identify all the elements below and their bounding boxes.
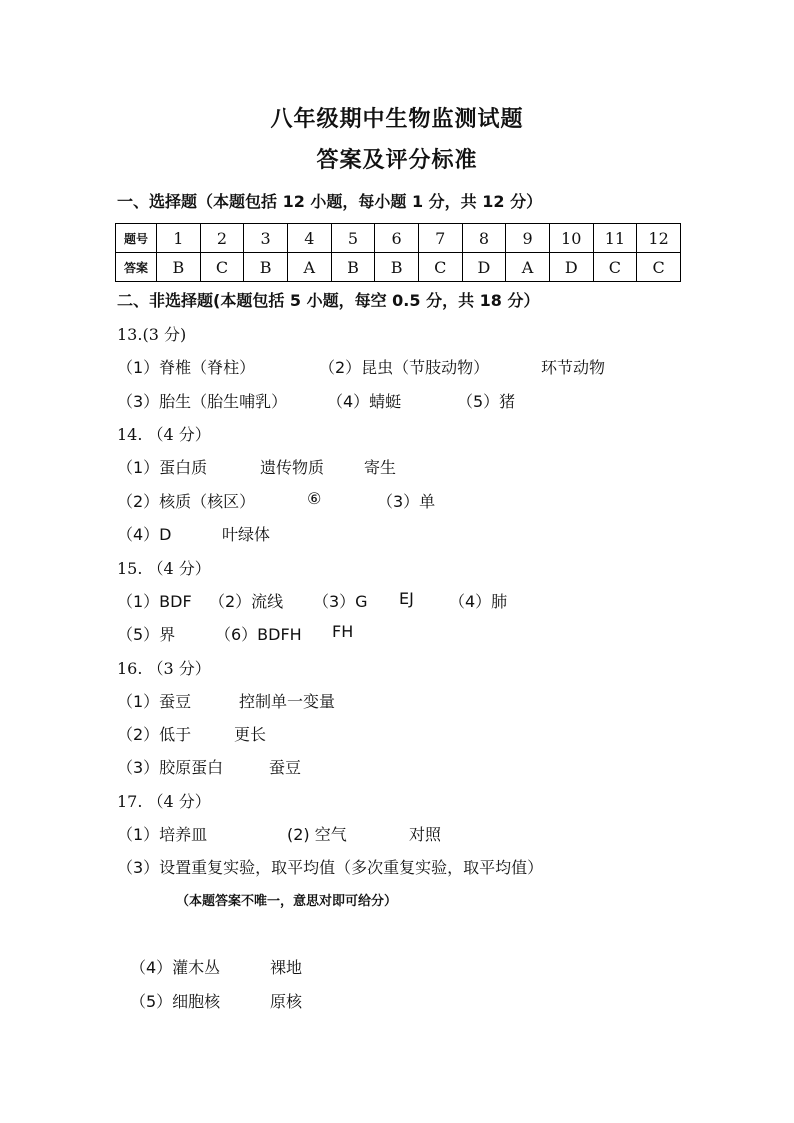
answer-item: （4）蜻蜓 <box>327 392 402 411</box>
section1-heading: 一、选择题（本题包括 12 小题，每小题 1 分，共 12 分） <box>117 192 543 211</box>
question-number-cell: 6 <box>375 224 419 253</box>
answer-item: （5）界 <box>117 625 176 644</box>
answer-cell: A <box>506 253 550 282</box>
q15-heading: 15. （4 分） <box>117 559 211 578</box>
answer-cell: C <box>200 253 244 282</box>
answer-item: （5）猪 <box>457 392 516 411</box>
answer-item: 原核 <box>270 992 303 1011</box>
answer-item: 蚕豆 <box>269 758 302 777</box>
answer-item: （1）蚕豆 <box>117 692 192 711</box>
answer-item: （3）胎生（胎生哺乳） <box>117 392 288 411</box>
question-number-cell: 12 <box>637 224 681 253</box>
answer-cell: B <box>375 253 419 282</box>
section2-heading: 二、非选择题(本题包括 5 小题，每空 0.5 分，共 18 分） <box>117 291 540 310</box>
answer-item: FH <box>332 622 354 641</box>
question-number-cell: 2 <box>200 224 244 253</box>
answer-item: （3）单 <box>377 492 436 511</box>
q13-heading: 13.(3 分) <box>117 325 187 344</box>
document-subtitle: 答案及评分标准 <box>316 148 478 173</box>
answer-item: （4）肺 <box>449 592 508 611</box>
document-title: 八年级期中生物监测试题 <box>270 107 524 132</box>
answer-cell: B <box>157 253 201 282</box>
question-number-cell: 1 <box>157 224 201 253</box>
question-number-cell: 5 <box>331 224 375 253</box>
question-number-cell: 7 <box>418 224 462 253</box>
answer-item: 控制单一变量 <box>239 692 336 711</box>
answer-cell: C <box>418 253 462 282</box>
q16-heading: 16. （3 分） <box>117 659 211 678</box>
question-number-cell: 9 <box>506 224 550 253</box>
answer-item: 遗传物质 <box>260 458 325 477</box>
answer-cell: D <box>549 253 593 282</box>
answer-item: (2) 空气 <box>287 825 347 844</box>
answer-item: 对照 <box>409 825 442 844</box>
answer-item: （1）蛋白质 <box>117 458 208 477</box>
answer-item: （5）细胞核 <box>130 992 221 1011</box>
answer-table <box>115 223 681 282</box>
table-row-numbers <box>116 224 681 253</box>
answer-item: （4）D <box>117 525 172 544</box>
answer-item: （3）设置重复实验，取平均值（多次重复实验，取平均值） <box>117 858 544 877</box>
answer-item: 更长 <box>234 725 267 744</box>
answer-item: EJ <box>399 589 414 608</box>
answer-item: （2）流线 <box>209 592 284 611</box>
answer-item: （3）胶原蛋白 <box>117 758 224 777</box>
question-number-cell: 10 <box>549 224 593 253</box>
question-number-cell: 8 <box>462 224 506 253</box>
answer-item: （6）BDFH <box>215 625 302 644</box>
answer-item: （1）BDF <box>117 592 192 611</box>
answer-item: （2）低于 <box>117 725 192 744</box>
answer-item: 环节动物 <box>541 358 606 377</box>
row-label-answer: 答案 <box>116 253 157 282</box>
row-label-number: 题号 <box>116 224 157 253</box>
answer-item: （2）核质（核区） <box>117 492 256 511</box>
answer-item: 裸地 <box>270 958 303 977</box>
answer-cell: B <box>244 253 288 282</box>
answer-item: （4）灌木丛 <box>130 958 221 977</box>
answer-item: （2）昆虫（节肢动物） <box>319 358 490 377</box>
answer-item: （3）G <box>313 592 368 611</box>
table-row-answers <box>116 253 681 282</box>
scoring-note: （本题答案不唯一，意思对即可给分） <box>176 894 398 909</box>
answer-cell: B <box>331 253 375 282</box>
q17-heading: 17. （4 分） <box>117 792 211 811</box>
q14-heading: 14. （4 分） <box>117 425 211 444</box>
answer-cell: A <box>287 253 331 282</box>
answer-cell: D <box>462 253 506 282</box>
answer-cell: C <box>637 253 681 282</box>
answer-item: ⑥ <box>307 489 322 508</box>
question-number-cell: 11 <box>593 224 637 253</box>
answer-item: （1）培养皿 <box>117 825 208 844</box>
question-number-cell: 3 <box>244 224 288 253</box>
answer-cell: C <box>593 253 637 282</box>
answer-item: 叶绿体 <box>222 525 271 544</box>
question-number-cell: 4 <box>287 224 331 253</box>
answer-item: 寄生 <box>364 458 397 477</box>
answer-item: （1）脊椎（脊柱） <box>117 358 256 377</box>
